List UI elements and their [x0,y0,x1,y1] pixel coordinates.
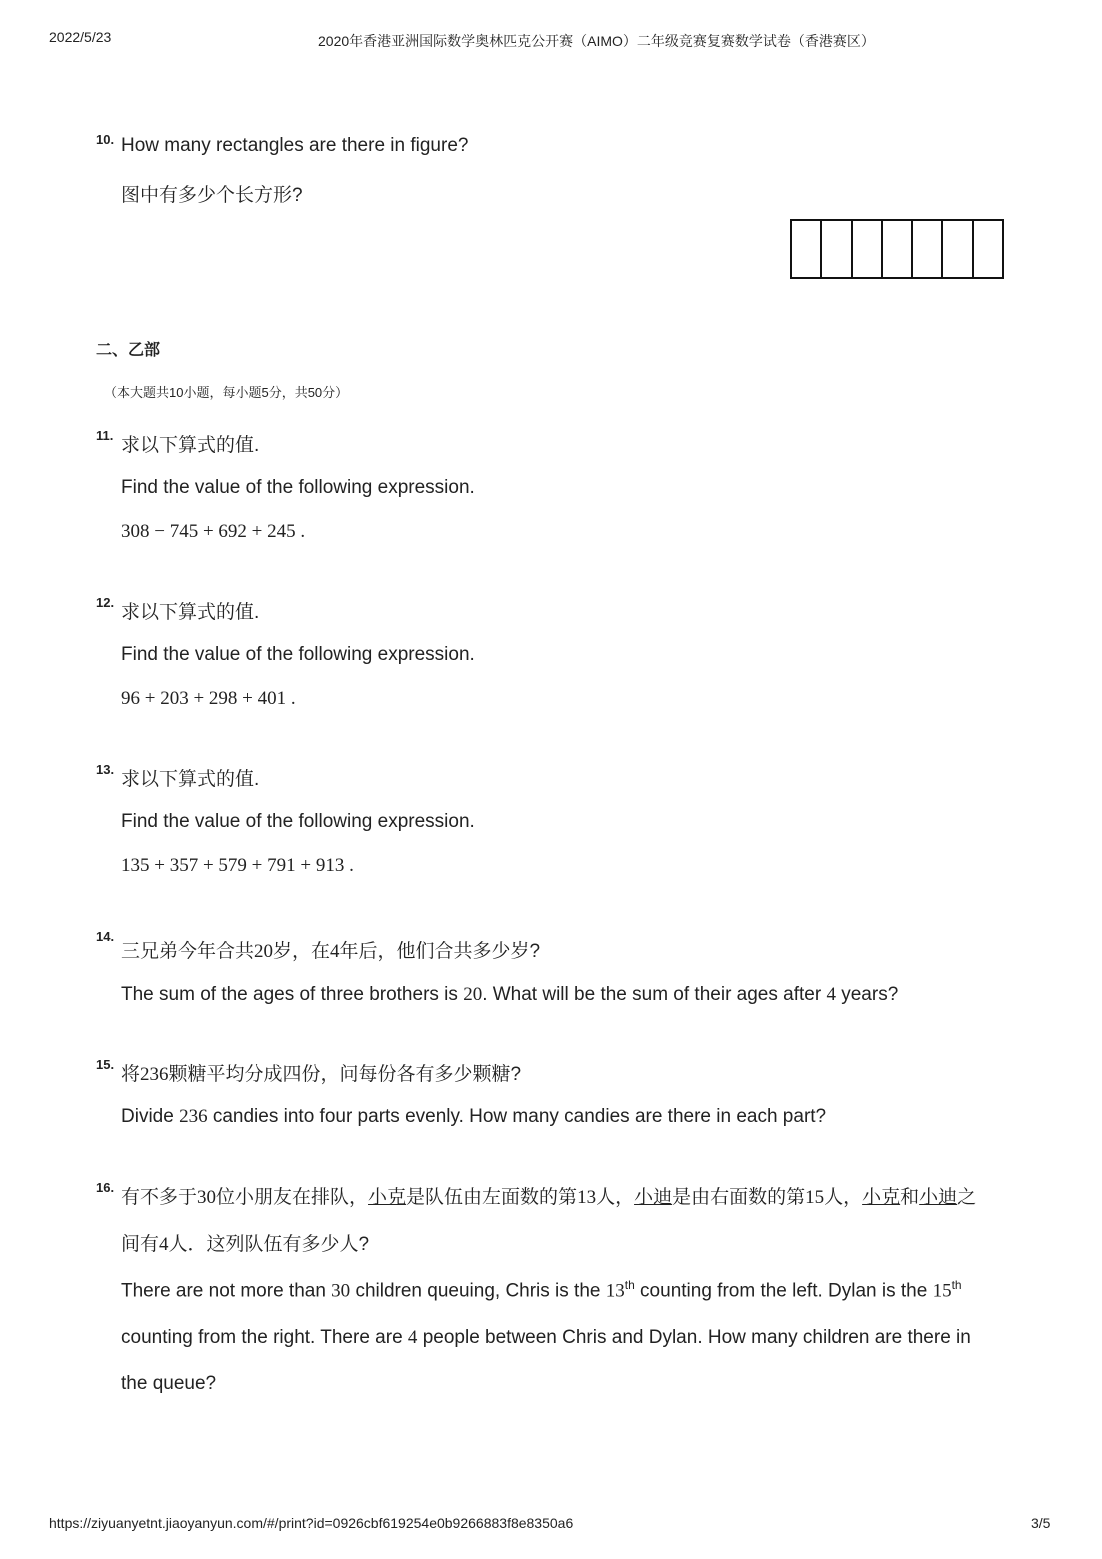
figure-cell [820,221,850,277]
question-11-en: Find the value of the following expression. [121,477,475,498]
footer-url[interactable]: https://ziyuanyetnt.jiaoyanyun.com/#/print?id=0926cbf619254e0b9266883f8e8350a6 [49,1515,574,1531]
figure-cell [911,221,941,277]
question-16-en-line2: counting from the right. There are 4 people between Chris and Dylan. How many children are there in [121,1327,971,1348]
document-title: 2020年香港亚洲国际数学奥林匹克公开赛（AIMO）二年级竞赛复赛数学试卷（香港赛区） [318,33,875,49]
question-15-en: Divide 236 candies into four parts evenly. How many candies are there in each part? [121,1106,827,1127]
question-number: 13. [96,762,115,777]
name-xiaodi: 小迪 [919,1187,958,1208]
rectangles-figure [790,219,1004,279]
question-number: 16. [96,1180,115,1195]
section-note: （本大题共10小题，每小题5分，共50分） [104,385,349,400]
print-date: 2022/5/23 [49,29,112,45]
figure-cell [941,221,971,277]
question-number: 12. [96,595,115,610]
question-13-zh: 求以下算式的值. [121,769,260,790]
question-14-en: The sum of the ages of three brothers is 20. What will be the sum of their ages after 4 years? [121,984,899,1005]
question-number: 11. [96,428,114,443]
question-number: 15. [96,1057,115,1072]
question-13-expression: 135 + 357 + 579 + 791 + 913 . [121,855,354,876]
name-xiaoke: 小克 [862,1187,901,1208]
figure-cell [792,221,820,277]
question-11-zh: 求以下算式的值. [121,435,260,456]
question-16-zh-line1: 有不多于30位小朋友在排队，小克是队伍由左面数的第13人，小迪是由右面数的第15人，小克和小迪之 [121,1187,977,1208]
question-12-en: Find the value of the following expression. [121,644,475,665]
figure-cell [851,221,881,277]
question-10-en: How many rectangles are there in figure? [121,135,469,156]
question-15-zh: 将236颗糖平均分成四份，问每份各有多少颗糖? [121,1064,522,1085]
question-14-zh: 三兄弟今年合共20岁，在4年后，他们合共多少岁? [121,941,541,962]
question-12-zh: 求以下算式的值. [121,602,260,623]
figure-cell [972,221,1002,277]
question-number: 14. [96,929,115,944]
name-xiaodi: 小迪 [634,1187,673,1208]
question-16-en-line1: There are not more than 30 children queuing, Chris is the 13th counting from the left. Dylan is the 15th [121,1278,962,1302]
question-13-en: Find the value of the following expression. [121,811,475,832]
name-xiaoke: 小克 [368,1187,407,1208]
question-16-en-line3: the queue? [121,1373,217,1394]
question-10-zh: 图中有多少个长方形? [121,185,303,206]
question-16-zh-line2: 间有4人．这列队伍有多少人? [121,1234,370,1255]
question-11-expression: 308 − 745 + 692 + 245 . [121,521,306,542]
section-title: 二、乙部 [96,342,161,359]
page-number: 3/5 [1031,1515,1051,1531]
figure-cell [881,221,911,277]
question-12-expression: 96 + 203 + 298 + 401 . [121,688,296,709]
question-number: 10. [96,132,115,147]
